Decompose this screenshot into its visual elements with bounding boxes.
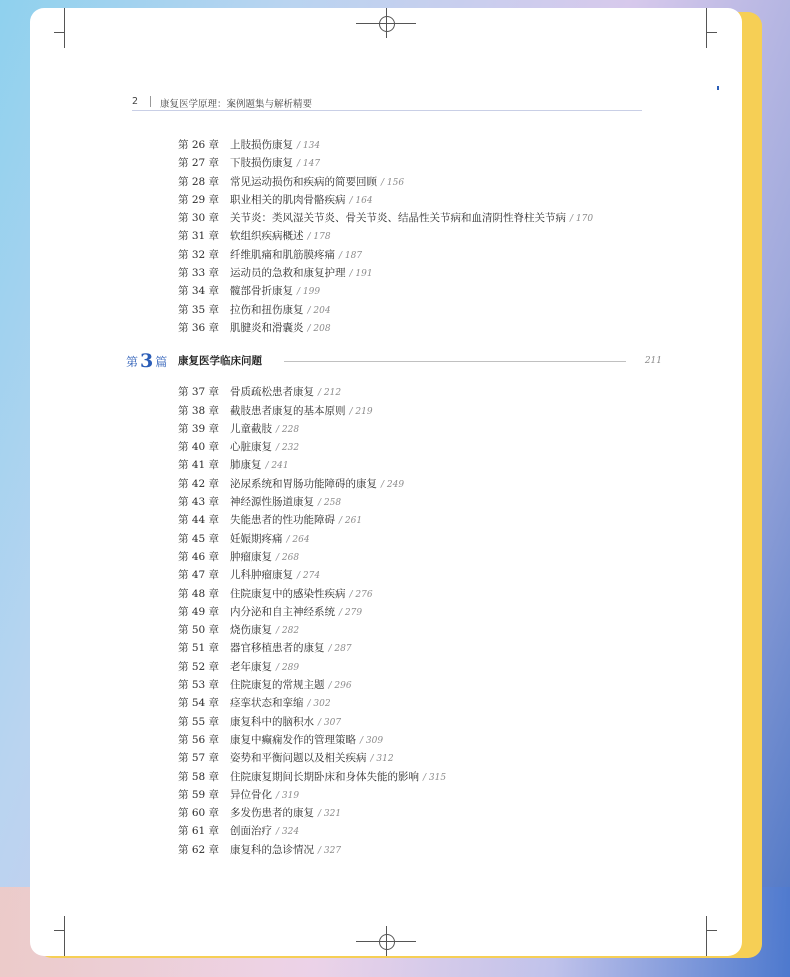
margin-mark	[717, 86, 719, 90]
chapter-title: 儿科肿瘤康复	[230, 569, 293, 582]
chapter-page: / 219	[349, 406, 373, 417]
chapter-page: / 261	[339, 516, 363, 527]
chapter-number: 第 39 章	[178, 422, 220, 435]
chapter-title: 运动员的急救和康复护理	[230, 267, 346, 280]
toc-entry	[178, 264, 648, 282]
chapter-title: 异位骨化	[230, 788, 272, 801]
chapter-page: / 319	[276, 790, 300, 801]
chapter-page: / 309	[360, 735, 384, 746]
part-prefix: 第	[126, 355, 139, 370]
chapter-page: / 228	[276, 424, 300, 435]
chapter-number: 第 30 章	[178, 212, 220, 225]
chapter-number: 第 28 章	[178, 175, 220, 188]
crop-mark	[706, 916, 707, 956]
leader-line	[284, 361, 626, 362]
chapter-page: / 312	[370, 754, 394, 765]
chapter-title: 泌尿系统和胃肠功能障碍的康复	[230, 477, 377, 490]
toc-entry	[178, 511, 648, 529]
chapter-number: 第 37 章	[178, 386, 220, 399]
chapter-number: 第 61 章	[178, 825, 220, 838]
chapter-title: 康复中癫痫发作的管理策略	[230, 733, 356, 746]
toc-entry	[178, 493, 648, 511]
chapter-page: / 156	[381, 177, 405, 188]
chapter-number: 第 54 章	[178, 697, 220, 710]
crop-mark	[707, 930, 717, 931]
chapter-number: 第 62 章	[178, 843, 220, 856]
chapter-number: 第 49 章	[178, 605, 220, 618]
chapter-title: 失能患者的性功能障碍	[230, 514, 335, 527]
chapter-page: / 296	[328, 681, 352, 692]
toc-entry	[178, 694, 648, 712]
chapter-page: / 264	[286, 534, 310, 545]
chapter-page: / 307	[318, 717, 342, 728]
book-title: 康复医学原理：案例题集与解析精要	[160, 99, 313, 110]
toc-entry	[178, 822, 648, 840]
chapter-page: / 170	[570, 214, 594, 225]
toc-entry	[178, 282, 648, 300]
crop-mark	[54, 32, 64, 33]
crop-mark	[54, 930, 64, 931]
chapter-list-part2	[178, 136, 648, 337]
chapter-page: / 191	[349, 269, 373, 280]
chapter-title: 软组织疾病概述	[230, 230, 304, 243]
chapter-number: 第 45 章	[178, 532, 220, 545]
toc-entry	[178, 786, 648, 804]
part-title: 康复医学临床问题	[178, 355, 262, 368]
chapter-title: 肿瘤康复	[230, 550, 272, 563]
chapter-number: 第 35 章	[178, 303, 220, 316]
chapter-number: 第 46 章	[178, 550, 220, 563]
chapter-title: 纤维肌痛和肌筋膜疼痛	[230, 248, 335, 261]
toc-entry	[178, 402, 648, 420]
chapter-number: 第 48 章	[178, 587, 220, 600]
registration-line	[356, 941, 416, 942]
chapter-list-part3	[178, 383, 648, 859]
chapter-number: 第 58 章	[178, 770, 220, 783]
chapter-title: 肌腱炎和滑囊炎	[230, 321, 304, 334]
toc-entry	[178, 227, 648, 245]
toc-entry	[178, 475, 648, 493]
chapter-page: / 287	[328, 644, 352, 655]
toc-entry	[178, 804, 648, 822]
toc-entry	[178, 456, 648, 474]
chapter-number: 第 60 章	[178, 807, 220, 820]
chapter-number: 第 41 章	[178, 459, 220, 472]
toc-entry	[178, 173, 648, 191]
chapter-page: / 212	[318, 388, 342, 399]
chapter-number: 第 44 章	[178, 514, 220, 527]
chapter-title: 关节炎：类风湿关节炎、骨关节炎、结晶性关节病和血清阴性脊柱关节病	[230, 212, 566, 225]
book-page	[30, 8, 742, 956]
page-number: 2	[132, 96, 139, 107]
part-heading	[126, 347, 662, 375]
chapter-number: 第 55 章	[178, 715, 220, 728]
toc-entry	[178, 639, 648, 657]
chapter-page: / 241	[265, 461, 289, 472]
toc-entry	[178, 713, 648, 731]
chapter-title: 职业相关的肌肉骨骼疾病	[230, 193, 346, 206]
toc-entry	[178, 154, 648, 172]
chapter-title: 肺康复	[230, 459, 262, 472]
chapter-number: 第 36 章	[178, 321, 220, 334]
crop-mark	[64, 916, 65, 956]
chapter-number: 第 29 章	[178, 193, 220, 206]
part-number: 3	[140, 350, 154, 373]
chapter-number: 第 51 章	[178, 642, 220, 655]
toc-entry	[178, 438, 648, 456]
chapter-number: 第 59 章	[178, 788, 220, 801]
chapter-number: 第 31 章	[178, 230, 220, 243]
chapter-number: 第 43 章	[178, 496, 220, 509]
chapter-title: 多发伤患者的康复	[230, 807, 314, 820]
chapter-page: / 204	[307, 305, 331, 316]
chapter-title: 住院康复的常规主题	[230, 679, 325, 692]
chapter-title: 心脏康复	[230, 441, 272, 454]
toc-entry	[178, 246, 648, 264]
chapter-title: 创面治疗	[230, 825, 272, 838]
chapter-title: 神经源性肠道康复	[230, 496, 314, 509]
part-label	[126, 347, 167, 376]
toc-entry	[178, 420, 648, 438]
chapter-page: / 258	[318, 498, 342, 509]
chapter-page: / 321	[318, 809, 342, 820]
registration-mark-top	[379, 16, 395, 32]
chapter-title: 住院康复期间长期卧床和身体失能的影响	[230, 770, 419, 783]
toc-entry	[178, 676, 648, 694]
chapter-title: 上肢损伤康复	[230, 139, 293, 151]
chapter-number: 第 56 章	[178, 733, 220, 746]
chapter-title: 内分泌和自主神经系统	[230, 605, 335, 618]
chapter-title: 儿童截肢	[230, 422, 272, 435]
chapter-title: 截肢患者康复的基本原则	[230, 404, 346, 417]
chapter-page: / 276	[349, 589, 373, 600]
toc-entry	[178, 191, 648, 209]
chapter-title: 拉伤和扭伤康复	[230, 303, 304, 316]
chapter-title: 髋部骨折康复	[230, 285, 293, 298]
chapter-page: / 134	[297, 141, 321, 151]
chapter-number: 第 27 章	[178, 157, 220, 170]
chapter-page: / 249	[381, 479, 405, 490]
chapter-number: 第 34 章	[178, 285, 220, 298]
toc-entry	[178, 768, 648, 786]
chapter-page: / 274	[297, 571, 321, 582]
table-of-contents	[126, 136, 662, 859]
chapter-number: 第 53 章	[178, 679, 220, 692]
chapter-number: 第 57 章	[178, 752, 220, 765]
registration-line	[356, 23, 416, 24]
toc-entry	[178, 731, 648, 749]
chapter-title: 妊娠期疼痛	[230, 532, 283, 545]
chapter-page: / 289	[276, 662, 300, 673]
chapter-title: 骨质疏松患者康复	[230, 386, 314, 399]
chapter-number: 第 40 章	[178, 441, 220, 454]
chapter-title: 器官移植患者的康复	[230, 642, 325, 655]
chapter-page: / 279	[339, 607, 363, 618]
toc-entry	[178, 301, 648, 319]
chapter-title: 康复科的急诊情况	[230, 843, 314, 856]
running-header	[132, 94, 642, 111]
chapter-page: / 282	[276, 626, 300, 637]
chapter-page: / 268	[276, 552, 300, 563]
chapter-page: / 315	[423, 772, 447, 783]
chapter-number: 第 42 章	[178, 477, 220, 490]
toc-entry	[178, 841, 648, 859]
chapter-number: 第 47 章	[178, 569, 220, 582]
chapter-page: / 147	[297, 159, 321, 170]
toc-entry	[178, 548, 648, 566]
toc-entry	[178, 136, 648, 154]
chapter-page: / 178	[307, 232, 331, 243]
toc-entry	[178, 658, 648, 676]
chapter-number: 第 32 章	[178, 248, 220, 261]
chapter-title: 住院康复中的感染性疾病	[230, 587, 346, 600]
toc-entry	[178, 319, 648, 337]
toc-entry	[178, 566, 648, 584]
chapter-page: / 327	[318, 845, 342, 856]
chapter-title: 姿势和平衡问题以及相关疾病	[230, 752, 367, 765]
chapter-number: 第 50 章	[178, 624, 220, 637]
toc-entry	[178, 383, 648, 401]
chapter-number: 第 52 章	[178, 660, 220, 673]
chapter-title: 痉挛状态和挛缩	[230, 697, 304, 710]
chapter-page: / 199	[297, 287, 321, 298]
crop-mark	[707, 32, 717, 33]
part-suffix: 篇	[155, 355, 168, 370]
toc-entry	[178, 530, 648, 548]
chapter-page: / 187	[339, 250, 363, 261]
chapter-number: 第 38 章	[178, 404, 220, 417]
toc-entry	[178, 209, 648, 227]
toc-entry	[178, 585, 648, 603]
chapter-title: 烧伤康复	[230, 624, 272, 637]
crop-mark	[64, 8, 65, 48]
chapter-page: / 302	[307, 699, 331, 710]
toc-entry	[178, 621, 648, 639]
chapter-title: 常见运动损伤和疾病的简要回顾	[230, 175, 377, 188]
chapter-number: 第 33 章	[178, 267, 220, 280]
chapter-page: / 232	[276, 443, 300, 454]
chapter-page: / 164	[349, 195, 373, 206]
chapter-page: / 324	[276, 827, 300, 838]
toc-entry	[178, 749, 648, 767]
part-page: 211	[644, 356, 662, 367]
chapter-title: 下肢损伤康复	[230, 157, 293, 170]
header-divider	[150, 96, 151, 107]
registration-mark-bottom	[379, 934, 395, 950]
chapter-number: 第 26 章	[178, 139, 220, 151]
chapter-page: / 208	[307, 323, 331, 334]
chapter-title: 康复科中的脑积水	[230, 715, 314, 728]
crop-mark	[706, 8, 707, 48]
chapter-title: 老年康复	[230, 660, 272, 673]
toc-entry	[178, 603, 648, 621]
